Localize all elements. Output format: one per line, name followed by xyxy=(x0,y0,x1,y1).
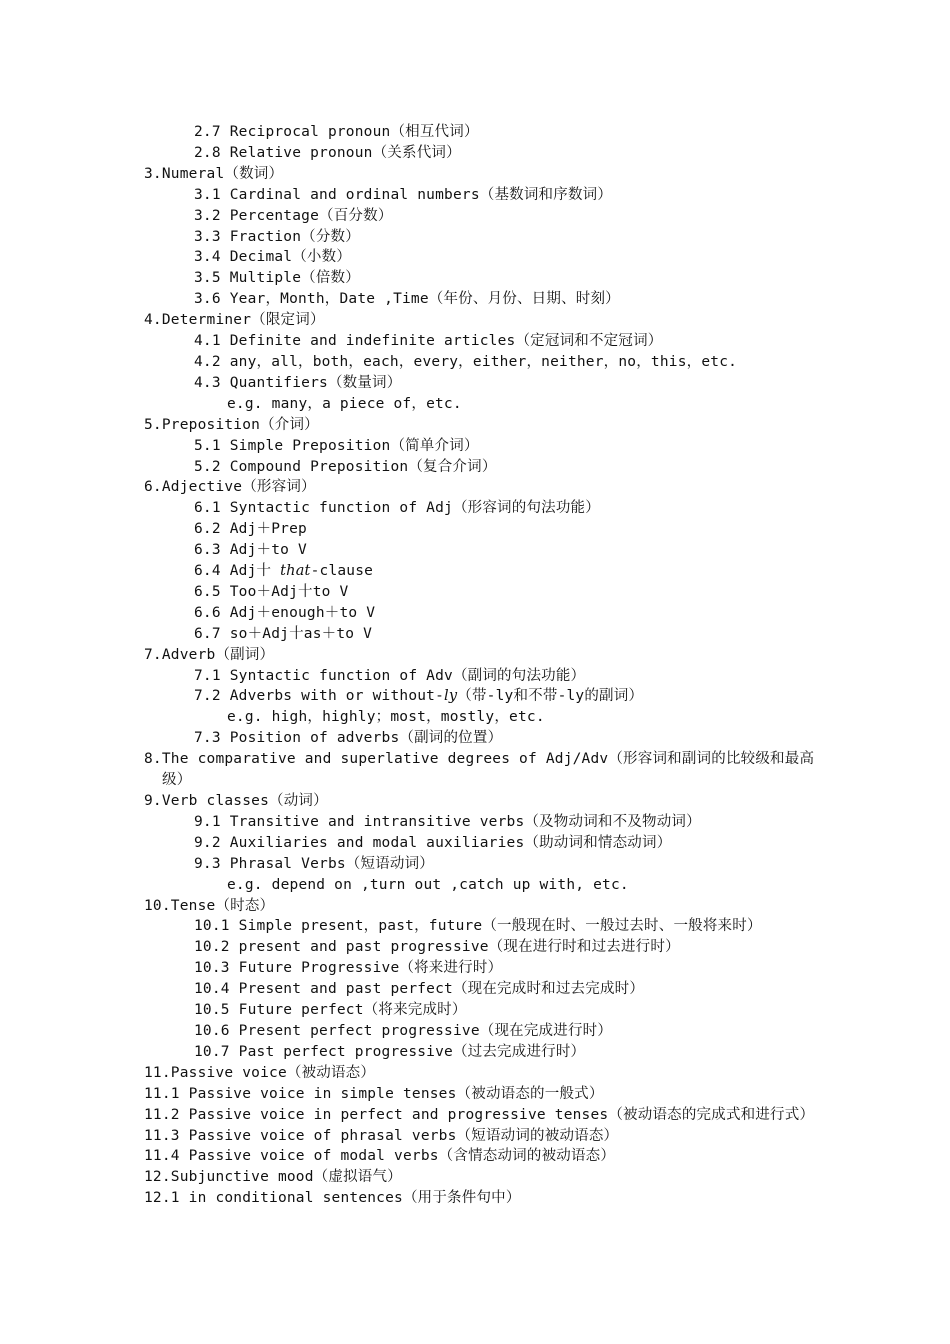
outline-subitem xyxy=(144,247,824,268)
line-text: 2.7 Reciprocal pronoun（相互代词） xyxy=(194,124,479,140)
outline-subitem xyxy=(144,185,824,206)
outline-heading xyxy=(144,1084,824,1105)
outline-heading xyxy=(144,749,826,791)
line-text: 7.2 Adverbs with or without- xyxy=(194,688,445,705)
line-text: 10.2 present and past progressive（现在进行时和过去进行时） xyxy=(194,939,680,956)
outline-subitem xyxy=(144,143,824,164)
outline-subitem xyxy=(144,268,824,289)
line-text: 9.3 Phrasal Verbs（短语动词） xyxy=(194,855,435,872)
outline-subitem xyxy=(144,854,824,875)
line-text: 11.Passive voice（被动语态） xyxy=(144,1064,376,1081)
outline-subitem xyxy=(144,227,824,248)
line-text: 3.1 Cardinal and ordinal numbers（基数词和序数词） xyxy=(194,186,613,203)
line-text: 10.Tense（时态） xyxy=(144,897,275,914)
outline-subitem xyxy=(144,540,824,561)
line-text: 11.2 Passive voice in perfect and progressive tenses（被动语态的完成式和进行式） xyxy=(144,1106,815,1123)
outline-heading xyxy=(144,310,824,331)
line-text: 3.6 Year，Month，Date ,Time（年份、月份、日期、时刻） xyxy=(194,291,620,308)
outline-subitem xyxy=(144,958,824,979)
outline-subitem xyxy=(144,498,824,519)
outline-heading xyxy=(144,1167,824,1188)
outline-subitem xyxy=(144,352,824,373)
line-text: e.g. many，a piece of，etc. xyxy=(227,395,462,412)
line-text: e.g. high，highly；most，mostly，etc. xyxy=(227,709,545,726)
outline-subitem xyxy=(144,457,824,478)
outline-subitem xyxy=(144,582,824,603)
outline-subitem xyxy=(144,937,824,958)
outline-subitem xyxy=(144,289,824,310)
outline-heading xyxy=(144,415,824,436)
outline-subitem xyxy=(144,603,824,624)
outline-heading xyxy=(144,791,824,812)
outline-heading xyxy=(144,1146,824,1167)
line-text: 5.Preposition（介词） xyxy=(144,416,319,433)
outline-subitem xyxy=(144,436,824,457)
outline-example xyxy=(144,707,824,728)
outline-subitem xyxy=(144,206,824,227)
line-text: 11.3 Passive voice of phrasal verbs（短语动词的被动语态） xyxy=(144,1127,619,1144)
outline-subitem xyxy=(144,373,824,394)
line-text: 6.Adjective（形容词） xyxy=(144,479,316,496)
line-text: 11.4 Passive voice of modal verbs（含情态动词的被动语态） xyxy=(144,1148,616,1165)
line-text: 2.8 Relative pronoun（关系代词） xyxy=(194,144,461,161)
outline-heading xyxy=(144,1126,824,1147)
outline-heading xyxy=(144,1188,824,1209)
line-text: 6.5 Too＋Adj十to V xyxy=(194,583,349,600)
outline-subitem xyxy=(144,686,824,707)
outline-heading xyxy=(144,1063,824,1084)
outline-subitem xyxy=(144,519,824,540)
line-text: 5.2 Compound Preposition（复合介词） xyxy=(194,458,497,475)
outline-subitem xyxy=(144,979,824,1000)
line-text: 5.1 Simple Preposition（简单介词） xyxy=(194,437,479,454)
line-text-continued: （带-ly和不带-ly的副词） xyxy=(457,688,644,705)
outline-example xyxy=(144,875,824,896)
outline-subitem xyxy=(144,833,824,854)
line-text-continued: -clause xyxy=(310,563,374,580)
line-text: 3.3 Fraction（分数） xyxy=(194,228,360,245)
line-text: 6.2 Adj＋Prep xyxy=(194,521,307,538)
outline-subitem xyxy=(144,728,824,749)
line-text: 4.2 any，all，both，each，every，either，neither，no，this，etc. xyxy=(194,353,738,370)
outline-subitem xyxy=(144,561,824,582)
outline-heading xyxy=(144,1105,824,1126)
line-text: 9.1 Transitive and intransitive verbs（及物动词和不及物动词） xyxy=(194,813,701,830)
line-text: 3.Numeral（数词） xyxy=(144,165,284,182)
grammar-outline xyxy=(144,122,824,1209)
outline-subitem xyxy=(144,1021,824,1042)
line-text: 10.5 Future perfect（将来完成时） xyxy=(194,1002,467,1019)
line-text: 3.4 Decimal（小数） xyxy=(194,249,352,266)
line-text: 3.2 Percentage（百分数） xyxy=(194,207,393,224)
outline-subitem xyxy=(144,1000,824,1021)
line-text: 9.Verb classes（动词） xyxy=(144,793,328,809)
outline-heading xyxy=(144,645,824,666)
line-text: 7.1 Syntactic function of Adv（副词的句法功能） xyxy=(194,667,586,684)
outline-subitem xyxy=(144,331,824,352)
line-text: 10.4 Present and past perfect（现在完成时和过去完成时） xyxy=(194,981,645,998)
outline-subitem xyxy=(144,122,824,143)
line-text: 3.5 Multiple（倍数） xyxy=(194,270,360,287)
outline-subitem xyxy=(144,624,824,645)
line-text: 6.3 Adj＋to V xyxy=(194,542,307,559)
outline-heading xyxy=(144,477,824,498)
line-text: 10.3 Future Progressive（将来进行时） xyxy=(194,960,503,977)
line-text: 9.2 Auxiliaries and modal auxiliaries（助动词和情态动词） xyxy=(194,834,672,851)
line-text: 10.7 Past perfect progressive（过去完成进行时） xyxy=(194,1043,586,1060)
outline-heading xyxy=(144,896,824,917)
line-text: 4.3 Quantifiers（数量词） xyxy=(194,374,402,391)
outline-heading xyxy=(144,164,824,185)
line-text: 12.Subjunctive mood（虚拟语气） xyxy=(144,1169,402,1186)
line-text: 6.6 Adj＋enough＋to V xyxy=(194,604,376,621)
line-text: 6.4 Adj十 xyxy=(194,563,281,580)
line-text: 7.Adverb（副词） xyxy=(144,646,275,663)
line-text: 10.6 Present perfect progressive（现在完成进行时） xyxy=(194,1022,613,1039)
line-text: 10.1 Simple present，past，future（一般现在时、一般过去时、一般将来时） xyxy=(194,918,762,935)
line-text: 6.7 so＋Adj十as＋to V xyxy=(194,625,373,642)
outline-subitem xyxy=(144,1042,824,1063)
outline-subitem xyxy=(144,812,824,833)
italic-term: ly xyxy=(444,688,458,705)
line-text: 12.1 in conditional sentences（用于条件句中） xyxy=(144,1190,521,1207)
outline-subitem xyxy=(144,666,824,687)
line-text: 6.1 Syntactic function of Adj（形容词的句法功能） xyxy=(194,500,600,517)
italic-term: that xyxy=(280,563,311,580)
line-text: e.g. depend on ,turn out ,catch up with, etc. xyxy=(227,876,629,893)
outline-subitem xyxy=(144,916,824,937)
line-text: 4.1 Definite and indefinite articles（定冠词和不定冠词） xyxy=(194,333,663,350)
line-text: 11.1 Passive voice in simple tenses（被动语态的一般式） xyxy=(144,1085,604,1102)
line-text: 4.Determiner（限定词） xyxy=(144,312,325,329)
outline-example xyxy=(144,394,824,415)
line-text: 8.The comparative and superlative degrees of Adj/Adv（形容词和副词的比较级和最高级） xyxy=(144,751,815,789)
line-text: 7.3 Position of adverbs（副词的位置） xyxy=(194,730,503,747)
